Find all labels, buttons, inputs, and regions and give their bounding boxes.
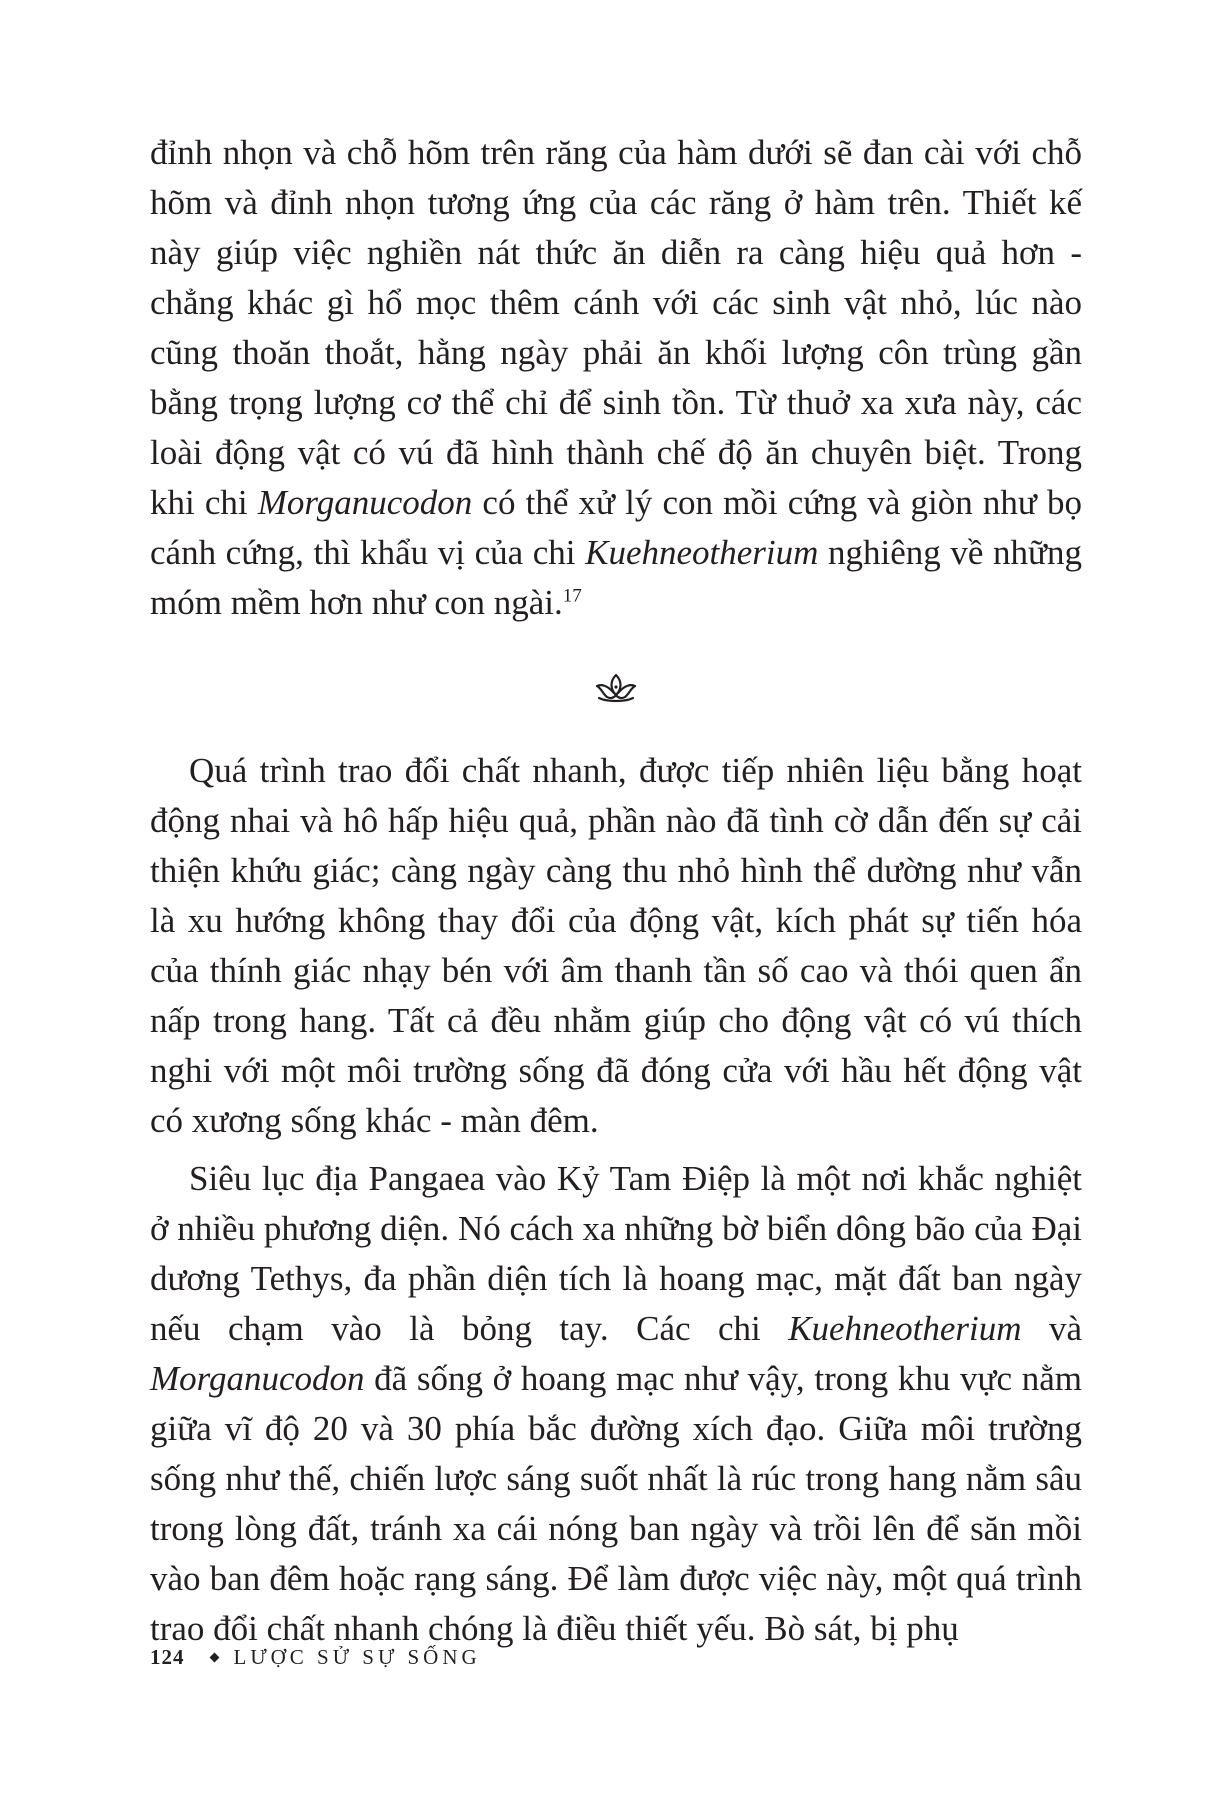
running-head: LƯỢC SỬ SỰ SỐNG <box>233 1645 481 1669</box>
text-run: có thể xử lý con mồi cứng và giòn như bọ cánh cứng, thì khẩu vị của chi <box>150 483 1083 572</box>
text-run: đỉnh nhọn và chỗ hõm trên răng của hàm dưới sẽ đan cài với chỗ hõm và đỉnh nhọn tương ứng của các răng ở hàm trên. Thiết kế này giúp việc nghiền nát thức ăn diễn ra càng hiệu quả hơn - chẳng khác gì hổ mọc thêm cánh với các sinh vật nhỏ, lúc nào cũng thoăn thoắt, hằng ngày phải ăn khối lượng côn trùng gần bằng trọng lượng cơ thể chỉ để sinh tồn. Từ thuở xa xưa này, các loài động vật có vú đã hình thành chế độ ăn chuyên biệt. Trong khi chi <box>150 133 1082 522</box>
text-block-bottom <box>150 746 1082 1654</box>
section-break <box>150 628 1082 746</box>
diamond-bullet-icon <box>209 1653 219 1663</box>
page-footer <box>150 1645 481 1670</box>
paragraph <box>150 128 1082 628</box>
footnote-ref: 17 <box>562 585 582 607</box>
italic-term: Morganucodon <box>257 483 473 522</box>
italic-term: Kuehneotherium <box>788 1309 1022 1348</box>
lotus-ornament-icon <box>594 671 638 703</box>
page-number: 124 <box>150 1645 185 1669</box>
text-run: và <box>1021 1309 1082 1348</box>
text-run: Siêu lục địa Pangaea vào Kỷ Tam Điệp là một nơi khắc nghiệt ở nhiều phương diện. Nó cách xa những bờ biển dông bão của Đại dương Tethys, đa phần diện tích là hoang mạc, mặt đất ban ngày nếu chạm vào là bỏng tay. Các chi <box>150 1159 1082 1348</box>
italic-term: Kuehneotherium <box>585 533 819 572</box>
paragraph <box>150 1154 1082 1654</box>
paragraph <box>150 746 1082 1146</box>
italic-term: Morganucodon <box>150 1359 365 1398</box>
text-run: đã sống ở hoang mạc như vậy, trong khu vực nằm giữa vĩ độ 20 và 30 phía bắc đường xích đạo. Giữa môi trường sống như thế, chiến lược sáng suốt nhất là rúc trong hang nằm sâu trong lòng đất, tránh xa cái nóng ban ngày và trồi lên để săn mồi vào ban đêm hoặc rạng sáng. Để làm được việc này, một quá trình trao đổi chất nhanh chóng là điều thiết yếu. Bò sát, bị phụ <box>150 1359 1082 1648</box>
page-body <box>150 128 1082 1654</box>
text-run: nghiêng về những móm mềm hơn như con ngài. <box>150 533 1083 622</box>
text-block-top <box>150 128 1082 628</box>
text-run: Quá trình trao đổi chất nhanh, được tiếp nhiên liệu bằng hoạt động nhai và hô hấp hiệu quả, phần nào đã tình cờ dẫn đến sự cải thiện khứu giác; càng ngày càng thu nhỏ hình thể dường như vẫn là xu hướng không thay đổi của động vật, kích phát sự tiến hóa của thính giác nhạy bén với âm thanh tần số cao và thói quen ẩn nấp trong hang. Tất cả đều nhằm giúp cho động vật có vú thích nghi với một môi trường sống đã đóng cửa với hầu hết động vật có xương sống khác - màn đêm. <box>150 751 1082 1140</box>
